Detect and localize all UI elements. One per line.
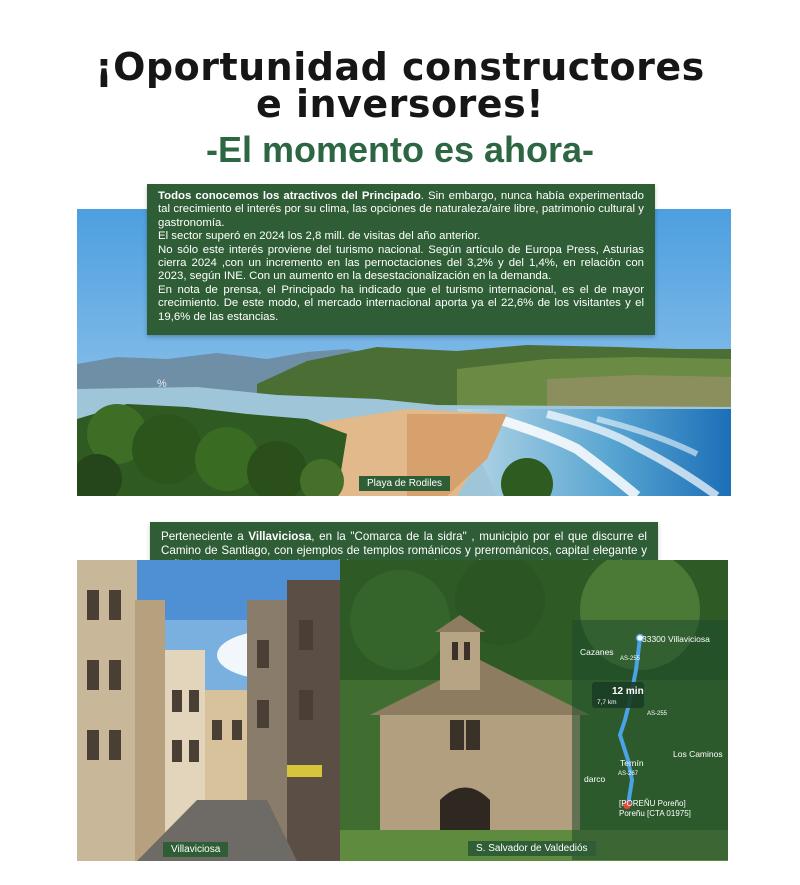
map-origin2: Poreñu [CTA 01975] [619,809,691,818]
map-road-small: AS-267 [618,771,639,777]
card2-text2: , en la "Comarca de la sidra" , municipio por el que discurre el Camino de Santiago, con ejemplos de templos románicos y prerrománicos, capital elegante y [161,530,647,558]
map-place-darco: darco [584,774,606,784]
map-place-los-caminos: Los Caminos [673,749,723,759]
photo-caption-rodiles: Playa de Rodiles [359,476,450,491]
card1-paragraph4: En nota de prensa, el Principado ha indicado que el turismo internacional, es el de mayor crecimiento. De este modo, el mercado internacional aporta ya el 22,6% de los visitantes y el 19,6% de las estancias. [158,283,644,323]
page-title-line1: ¡Oportunidad constructores [95,45,705,89]
page-subtitle: -El momento es ahora- [205,129,595,170]
card1-paragraph2: El sector superó en 2024 los 2,8 mill. de visitas del año anterior. [158,230,481,243]
card2-text1: Perteneciente a [161,530,249,543]
map-origin1: [POREÑU Poreño] [619,799,686,808]
photo-caption-valdedios: S. Salvador de Valdediós [468,841,596,856]
tourism-info-card [147,184,655,335]
map-place-cazanes: Cazanes [580,647,614,657]
valdedios-church-photo [340,560,728,861]
map-distance: 7,7 km [597,699,617,706]
map-place-ternin: Ternín [620,758,644,768]
villaviciosa-street-photo [77,560,340,861]
card1-p1-text: . Sin embargo, nunca había experimentado tal crecimiento el interés por su clima, las opciones de naturaleza/aire libre, patrimonio cultural y gastronomía. [158,190,644,229]
card1-paragraph1 [158,190,644,230]
map-road1: AS-255 [620,656,641,662]
overlay-mark: % [157,378,167,390]
card1-paragraph3: No sólo este interés proviene del turismo nacional. Según artículo de Europa Press, Asturias cierra 2024 ,con un incremento en las pernoctaciones del 3,2% y del 1,4%, en relación con 2023, según INE. Con un aumento en la desestacionalización en la demanda. [158,243,644,283]
map-road2: AS-255 [647,711,668,717]
map-destination: 33300 Villaviciosa [642,634,710,644]
card1-lead: Todos conocemos los atractivos del Principado [158,190,421,202]
photo-caption-villaviciosa: Villaviciosa [163,842,228,857]
page-title-line2: e inversores! [255,82,545,126]
map-duration: 12 min [612,686,644,697]
card2-villaviciosa: Villaviciosa [248,530,312,543]
